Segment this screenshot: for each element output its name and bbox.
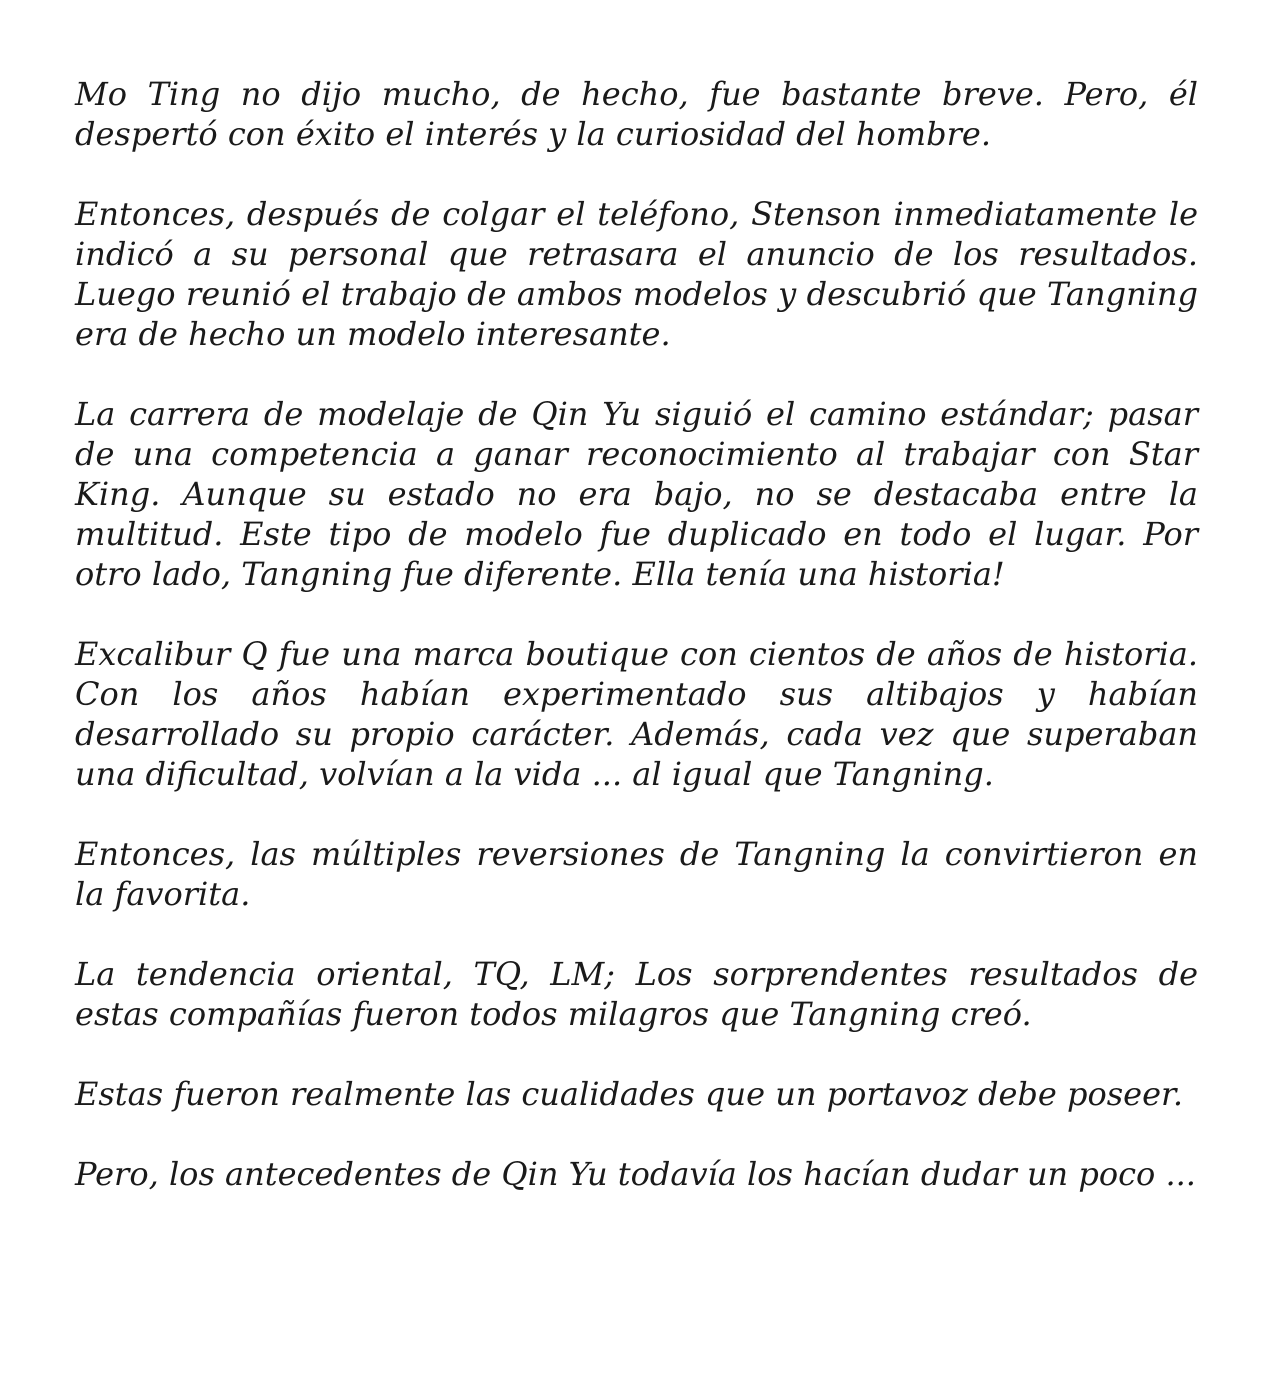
paragraph: Mo Ting no dijo mucho, de hecho, fue bastante breve. Pero, él despertó con éxito el interés y la curiosidad del hombre. — [75, 75, 1198, 153]
paragraph: Pero, los antecedentes de Qin Yu todavía los hacían dudar un poco ... — [75, 1155, 1196, 1193]
paragraph: La tendencia oriental, TQ, LM; Los sorprendentes resultados de estas compañías fueron todos milagros que Tangning creó. — [75, 955, 1198, 1033]
paragraph: La carrera de modelaje de Qin Yu siguió el camino estándar; pasar de una competencia a ganar reconocimiento al trabajar con Star King. Aunque su estado no era bajo, no se destacaba entre la multitud. Este tipo de modelo fue duplicado en todo el lugar. Por otro lado, Tangning fue diferente. Ella tenía una historia! — [75, 395, 1198, 593]
paragraph: Entonces, después de colgar el teléfono, Stenson inmediatamente le indicó a su personal que retrasara el anuncio de los resultados. Luego reunió el trabajo de ambos modelos y descubrió que Tangning era de hecho un modelo interesante. — [75, 195, 1198, 353]
paragraph: Entonces, las múltiples reversiones de Tangning la convirtieron en la favorita. — [75, 835, 1198, 913]
document-body — [75, 74, 1198, 1194]
paragraph: Excalibur Q fue una marca boutique con cientos de años de historia. Con los años habían experimentado sus altibajos y habían desarrollado su propio carácter. Además, cada vez que superaban una dificultad, volvían a la vida ... al igual que Tangning. — [75, 635, 1198, 793]
paragraph: Estas fueron realmente las cualidades que un portavoz debe poseer. — [75, 1075, 1183, 1113]
